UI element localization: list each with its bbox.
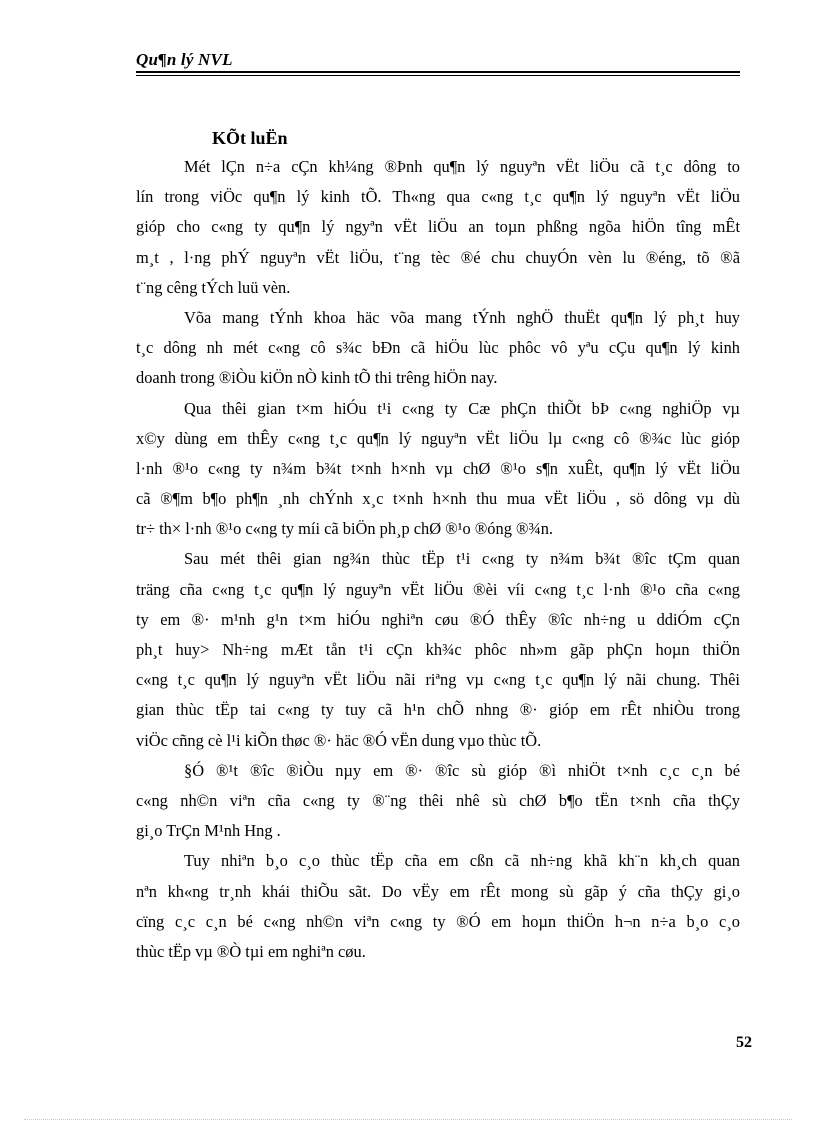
- text-line: cïng c¸c c¸n bé c«ng nh©n viªn c«ng ty ®Ó em hoµn thiÖn h¬n n÷a b¸o c¸o: [136, 911, 740, 931]
- paragraph: [136, 152, 740, 303]
- paragraph: [136, 394, 740, 545]
- text-line: cã ®¶m b¶o ph¶n ¸nh chÝnh x¸c t×nh h×nh thu mua vËt liÖu , sö dông vµ dù: [136, 489, 740, 509]
- header-rule-thin: [136, 75, 740, 76]
- body-text: [136, 152, 740, 967]
- text-line: m¸t , l·ng phÝ nguyªn vËt liÖu, t¨ng tèc ®é chu chuyÓn vèn lu ®éng, tõ ®ã: [136, 247, 740, 267]
- text-line: gi¸o TrÇn M¹nh Hng .: [136, 821, 281, 841]
- text-line: thùc tËp vµ ®Ò tµi em nghiªn cøu.: [136, 941, 366, 961]
- section-heading: KÕt luËn: [212, 128, 288, 148]
- text-line: lín trong viÖc qu¶n lý kinh tÕ. Th«ng qua c«ng t¸c qu¶n lý nguyªn vËt liÖu: [136, 187, 740, 207]
- paragraph: [136, 303, 740, 394]
- text-line: c«ng t¸c qu¶n lý nguyªn vËt liÖu nãi riªng vµ c«ng t¸c qu¶n lý nãi chung. Thêi: [136, 670, 740, 690]
- running-header-title: Qu¶n lý NVL: [136, 50, 233, 69]
- paragraph: [136, 756, 740, 847]
- text-line: ph¸t huy> Nh÷ng mÆt tån t¹i cÇn kh¾c phôc nh»m gãp phÇn hoµn thiÖn: [136, 640, 740, 659]
- text-line: ty em ®· m¹nh g¹n t×m hiÓu nghiªn cøu ®Ó thÊy ®îc nh÷ng u ddiÓm cÇn: [136, 609, 740, 629]
- text-line: Tuy nhiªn b¸o c¸o thùc tËp cña em cßn cã nh÷ng khã kh¨n kh¸ch quan: [184, 851, 740, 871]
- text-line: c«ng nh©n viªn cña c«ng ty ®¨ng thêi nhê sù chØ b¶o tËn t×nh cña thÇy: [136, 790, 740, 810]
- text-line: §Ó ®¹t ®îc ®iÒu nµy em ®· ®îc sù gióp ®ì nhiÖt t×nh c¸c c¸n bé: [184, 760, 740, 780]
- text-line: doanh trong ®iÒu kiÖn nÒ kinh tÕ thi trêng hiÖn nay.: [136, 368, 498, 388]
- text-line: träng cña c«ng t¸c qu¶n lý nguyªn vËt liÖu ®èi víi c«ng t¸c l·nh ®¹o cña c«ng: [136, 579, 740, 599]
- text-line: Qua thêi gian t×m hiÓu t¹i c«ng ty Cæ phÇn thiÕt bÞ c«ng nghiÖp vµ: [184, 398, 740, 418]
- text-line: t¸c dông nh mét c«ng cô s¾c bÐn cã hiÖu lùc phôc vô yªu cÇu qu¶n lý kinh: [136, 338, 740, 358]
- paragraph: [136, 544, 740, 755]
- text-line: nªn kh«ng tr¸nh khái thiÕu sãt. Do vËy em rÊt mong sù gãp ý cña thÇy gi¸o: [136, 881, 740, 901]
- text-line: tr÷ th× l·nh ®¹o c«ng ty míi cã biÖn ph¸p chØ ®¹o ®óng ®¾n.: [136, 519, 554, 539]
- text-line: gióp cho c«ng ty qu¶n lý ngyªn vËt liÖu an toµn phßng ngõa hiÖn tîng mÊt: [136, 217, 740, 237]
- header-rule-thick: [136, 71, 740, 73]
- text-line: l·nh ®¹o c«ng ty n¾m b¾t t×nh h×nh vµ chØ ®¹o s¶n xuÊt, qu¶n lý vËt liÖu: [136, 458, 740, 478]
- text-line: gian thùc tËp tai c«ng ty tuy cã h¹n chÕ nhng ®· gióp em rÊt nhiÒu trong: [136, 700, 740, 720]
- paragraph: [136, 846, 740, 967]
- text-line: x©y dùng em thÊy c«ng t¸c qu¶n lý nguyªn vËt liÖu lµ c«ng cô ®¾c lùc gióp: [136, 428, 740, 448]
- text-line: Sau mét thêi gian ng¾n thùc tËp t¹i c«ng ty n¾m b¾t ®îc tÇm quan: [184, 549, 740, 569]
- text-line: Võa mang tÝnh khoa häc võa mang tÝnh nghÖ thuËt qu¶n lý ph¸t huy: [184, 307, 740, 327]
- text-line: t¨ng cêng tÝch luü vèn.: [136, 277, 291, 297]
- text-line: viÖc cñng cè l¹i kiÕn thøc ®· häc ®Ó vËn dung vµo thùc tÕ.: [136, 730, 542, 750]
- page-number: 52: [736, 1034, 752, 1051]
- page-bottom-divider: [24, 1119, 792, 1120]
- text-line: Mét lÇn n÷a cÇn kh¼ng ®Þnh qu¶n lý nguyªn vËt liÖu cã t¸c dông to: [184, 157, 740, 176]
